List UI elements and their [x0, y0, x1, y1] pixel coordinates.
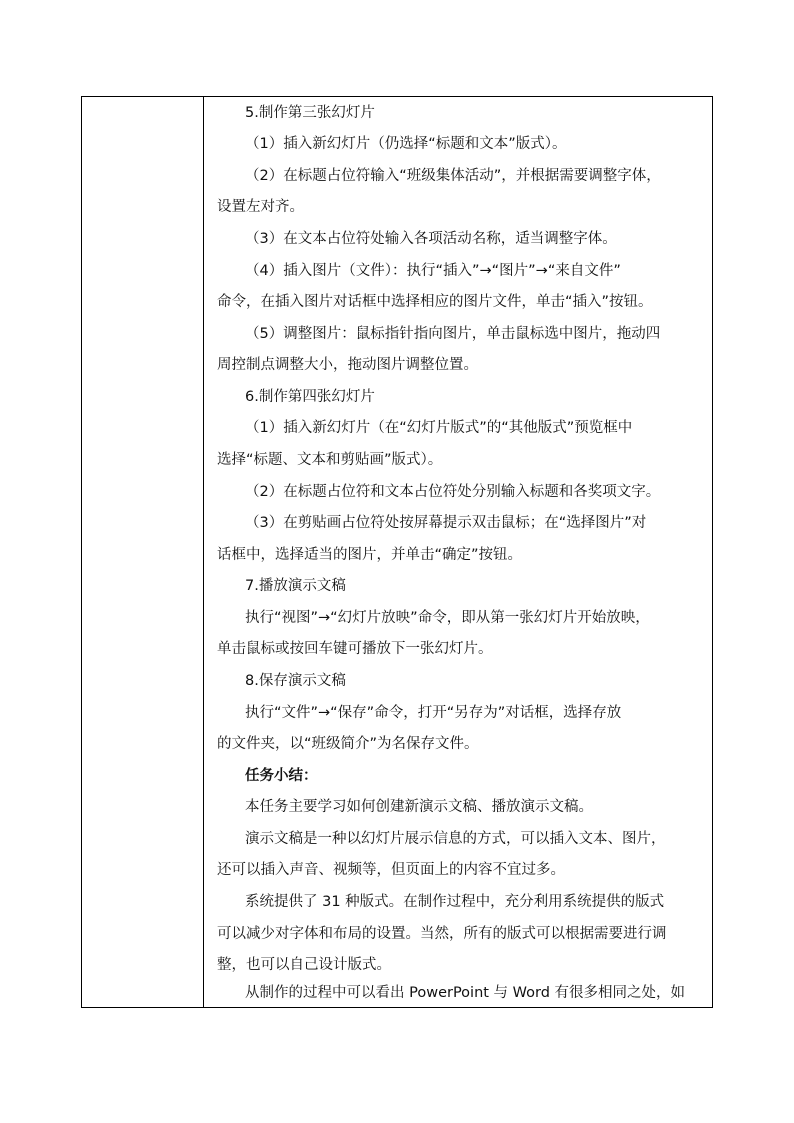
heading-step-7: 7.播放演示文稿 — [245, 578, 346, 594]
paragraph-line: 还可以插入声音、视频等，但页面上的内容不宜过多。 — [217, 862, 565, 878]
paragraph-line: （2）在标题占位符和文本占位符处分别输入标题和各奖项文字。 — [245, 484, 661, 500]
paragraph-line: 从制作的过程中可以看出 PowerPoint 与 Word 有很多相同之处，如 — [245, 985, 686, 1001]
paragraph-line: 演示文稿是一种以幻灯片展示信息的方式，可以插入文本、图片， — [245, 831, 666, 847]
paragraph-line: 选择“标题、文本和剪贴画”版式）。 — [217, 452, 443, 468]
heading-step-6: 6.制作第四张幻灯片 — [245, 389, 375, 405]
paragraph-line: 执行“视图”→“幻灯片放映”命令，即从第一张幻灯片开始放映， — [245, 610, 650, 626]
heading-step-5: 5.制作第三张幻灯片 — [245, 105, 375, 121]
paragraph-line: （2）在标题占位符输入“班级集体活动”，并根据需要调整字体， — [245, 168, 661, 184]
paragraph-line: （3）在剪贴画占位符处按屏幕提示双击鼠标；在“选择图片”对 — [245, 515, 647, 531]
paragraph-line: （3）在文本占位符处输入各项活动名称，适当调整字体。 — [245, 231, 617, 247]
paragraph-line: （1）插入新幻灯片（在“幻灯片版式”的“其他版式”预览框中 — [245, 420, 633, 436]
paragraph-line: （1）插入新幻灯片（仍选择“标题和文本”版式）。 — [245, 136, 567, 152]
paragraph-line: 整，也可以自己设计版式。 — [217, 957, 391, 973]
paragraph-line: 单击鼠标或按回车键可播放下一张幻灯片。 — [217, 641, 493, 657]
paragraph-line: 话框中，选择适当的图片，并单击“确定”按钮。 — [217, 547, 523, 563]
paragraph-line: 的文件夹，以“班级简介”为名保存文件。 — [217, 736, 479, 752]
document-table — [81, 96, 713, 1008]
paragraph-line: 可以减少对字体和布局的设置。当然，所有的版式可以根据需要进行调 — [217, 926, 667, 942]
paragraph-line: 执行“文件”→“保存”命令，打开“另存为”对话框，选择存放 — [245, 705, 622, 721]
paragraph-line: 系统提供了 31 种版式。在制作过程中，充分利用系统提供的版式 — [245, 894, 665, 910]
content-cell — [205, 97, 712, 1007]
paragraph-line: 命令，在插入图片对话框中选择相应的图片文件，单击“插入”按钮。 — [217, 294, 653, 310]
paragraph-line: 设置左对齐。 — [217, 199, 304, 215]
heading-step-8: 8.保存演示文稿 — [245, 673, 346, 689]
paragraph-line: （5）调整图片：鼠标指针指向图片，单击鼠标选中图片，拖动四 — [245, 326, 661, 342]
task-summary-heading: 任务小结： — [245, 768, 318, 784]
paragraph-line: （4）插入图片（文件）：执行“插入”→“图片”→“来自文件” — [245, 263, 621, 279]
column-divider — [203, 97, 204, 1007]
paragraph-line: 周控制点调整大小，拖动图片调整位置。 — [217, 357, 478, 373]
paragraph-line: 本任务主要学习如何创建新演示文稿、播放演示文稿。 — [245, 799, 593, 815]
